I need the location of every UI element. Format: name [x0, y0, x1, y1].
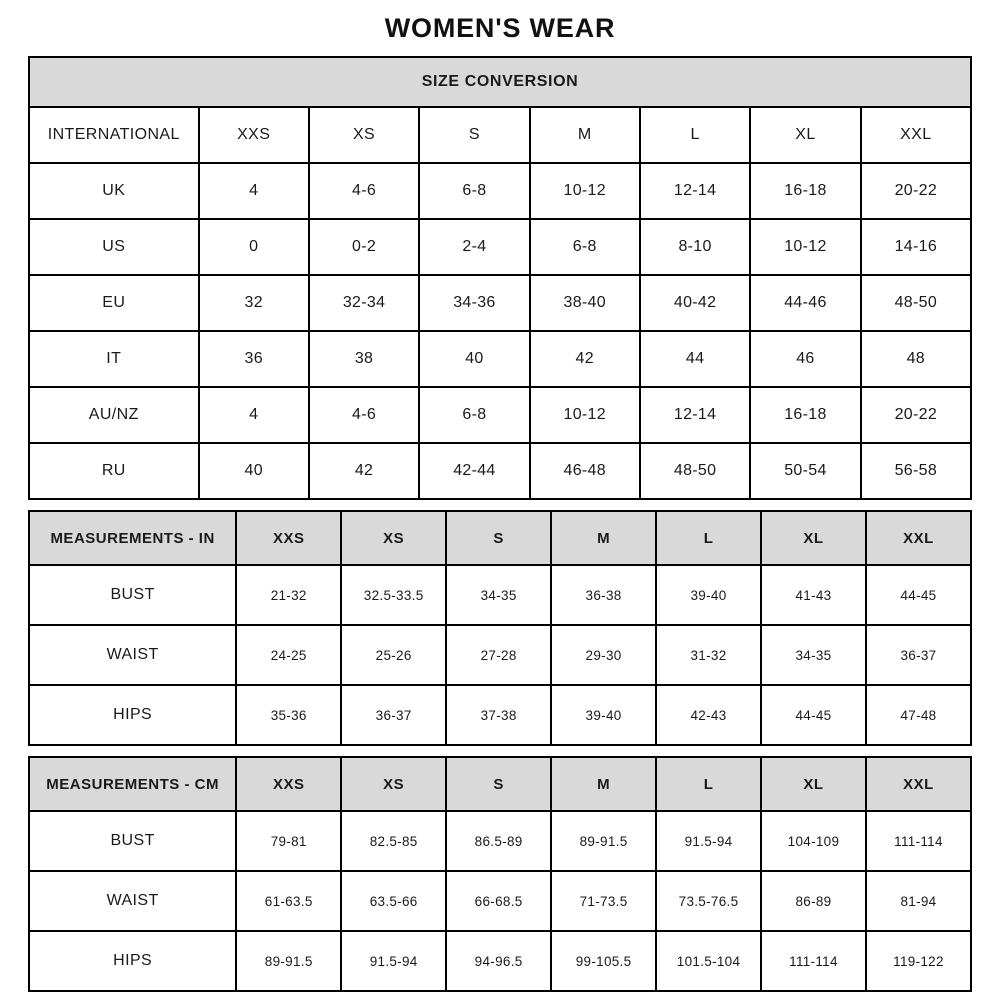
- value-cell: 46-48: [530, 443, 640, 499]
- header-row: [29, 757, 971, 811]
- page-title: WOMEN'S WEAR: [384, 13, 616, 43]
- banner-row: [29, 57, 971, 107]
- size-column-header: XXS: [236, 757, 341, 811]
- size-column-header: S: [419, 107, 529, 163]
- value-cell: 42: [530, 331, 640, 387]
- header-row: [29, 107, 971, 163]
- value-cell: 24-25: [236, 625, 341, 685]
- table-row: [29, 219, 971, 275]
- value-cell: 94-96.5: [446, 931, 551, 991]
- value-cell: 6-8: [530, 219, 640, 275]
- value-cell: 0: [199, 219, 309, 275]
- row-label-header: MEASUREMENTS - CM: [29, 757, 236, 811]
- table-row: [29, 931, 971, 991]
- size-column-header: L: [640, 107, 750, 163]
- value-cell: 37-38: [446, 685, 551, 745]
- value-cell: 73.5-76.5: [656, 871, 761, 931]
- row-label: HIPS: [29, 931, 236, 991]
- size-column-header: XS: [309, 107, 419, 163]
- value-cell: 82.5-85: [341, 811, 446, 871]
- value-cell: 63.5-66: [341, 871, 446, 931]
- value-cell: 46: [750, 331, 860, 387]
- value-cell: 14-16: [861, 219, 971, 275]
- header-row: [29, 511, 971, 565]
- size-column-header: S: [446, 511, 551, 565]
- value-cell: 44-46: [750, 275, 860, 331]
- row-label: AU/NZ: [29, 387, 199, 443]
- value-cell: 8-10: [640, 219, 750, 275]
- value-cell: 42-44: [419, 443, 529, 499]
- value-cell: 34-35: [446, 565, 551, 625]
- value-cell: 10-12: [530, 387, 640, 443]
- value-cell: 91.5-94: [341, 931, 446, 991]
- row-label: RU: [29, 443, 199, 499]
- size-column-header: XL: [761, 757, 866, 811]
- value-cell: 16-18: [750, 163, 860, 219]
- value-cell: 35-36: [236, 685, 341, 745]
- size-conversion-table: [28, 56, 972, 500]
- value-cell: 32.5-33.5: [341, 565, 446, 625]
- size-column-header: XL: [750, 107, 860, 163]
- size-column-header: L: [656, 511, 761, 565]
- value-cell: 34-36: [419, 275, 529, 331]
- value-cell: 81-94: [866, 871, 971, 931]
- value-cell: 4: [199, 387, 309, 443]
- value-cell: 111-114: [761, 931, 866, 991]
- value-cell: 29-30: [551, 625, 656, 685]
- value-cell: 10-12: [750, 219, 860, 275]
- size-column-header: XS: [341, 757, 446, 811]
- value-cell: 86-89: [761, 871, 866, 931]
- value-cell: 89-91.5: [551, 811, 656, 871]
- table-row: [29, 331, 971, 387]
- row-label: BUST: [29, 811, 236, 871]
- value-cell: 20-22: [861, 163, 971, 219]
- size-column-header: XXL: [866, 757, 971, 811]
- value-cell: 12-14: [640, 163, 750, 219]
- value-cell: 20-22: [861, 387, 971, 443]
- size-column-header: XXL: [861, 107, 971, 163]
- value-cell: 0-2: [309, 219, 419, 275]
- value-cell: 119-122: [866, 931, 971, 991]
- value-cell: 40: [199, 443, 309, 499]
- value-cell: 12-14: [640, 387, 750, 443]
- value-cell: 56-58: [861, 443, 971, 499]
- value-cell: 10-12: [530, 163, 640, 219]
- size-column-header: XXS: [236, 511, 341, 565]
- table-row: [29, 163, 971, 219]
- table-row: [29, 443, 971, 499]
- value-cell: 36: [199, 331, 309, 387]
- value-cell: 48: [861, 331, 971, 387]
- row-label: WAIST: [29, 625, 236, 685]
- value-cell: 4-6: [309, 387, 419, 443]
- size-column-header: XS: [341, 511, 446, 565]
- value-cell: 36-37: [866, 625, 971, 685]
- value-cell: 44-45: [761, 685, 866, 745]
- row-label: HIPS: [29, 685, 236, 745]
- row-label: US: [29, 219, 199, 275]
- value-cell: 38-40: [530, 275, 640, 331]
- value-cell: 38: [309, 331, 419, 387]
- row-label-header: MEASUREMENTS - IN: [29, 511, 236, 565]
- table-row: [29, 275, 971, 331]
- size-column-header: M: [530, 107, 640, 163]
- value-cell: 34-35: [761, 625, 866, 685]
- value-cell: 16-18: [750, 387, 860, 443]
- row-label: WAIST: [29, 871, 236, 931]
- table-row: [29, 565, 971, 625]
- value-cell: 32: [199, 275, 309, 331]
- value-cell: 40-42: [640, 275, 750, 331]
- value-cell: 40: [419, 331, 529, 387]
- value-cell: 31-32: [656, 625, 761, 685]
- value-cell: 86.5-89: [446, 811, 551, 871]
- value-cell: 50-54: [750, 443, 860, 499]
- table-row: [29, 625, 971, 685]
- table-banner: SIZE CONVERSION: [29, 57, 971, 107]
- value-cell: 4: [199, 163, 309, 219]
- value-cell: 4-6: [309, 163, 419, 219]
- row-label: EU: [29, 275, 199, 331]
- size-column-header: XXL: [866, 511, 971, 565]
- value-cell: 104-109: [761, 811, 866, 871]
- table-row: [29, 387, 971, 443]
- value-cell: 89-91.5: [236, 931, 341, 991]
- value-cell: 48-50: [640, 443, 750, 499]
- table-row: [29, 811, 971, 871]
- value-cell: 6-8: [419, 387, 529, 443]
- row-label-header: INTERNATIONAL: [29, 107, 199, 163]
- value-cell: 66-68.5: [446, 871, 551, 931]
- value-cell: 47-48: [866, 685, 971, 745]
- value-cell: 41-43: [761, 565, 866, 625]
- measurements-cm-table: [28, 756, 972, 992]
- value-cell: 44-45: [866, 565, 971, 625]
- size-column-header: L: [656, 757, 761, 811]
- value-cell: 79-81: [236, 811, 341, 871]
- size-column-header: M: [551, 757, 656, 811]
- value-cell: 2-4: [419, 219, 529, 275]
- value-cell: 71-73.5: [551, 871, 656, 931]
- size-column-header: XL: [761, 511, 866, 565]
- tables-container: [28, 56, 972, 992]
- value-cell: 99-105.5: [551, 931, 656, 991]
- value-cell: 36-37: [341, 685, 446, 745]
- value-cell: 101.5-104: [656, 931, 761, 991]
- value-cell: 111-114: [866, 811, 971, 871]
- size-column-header: S: [446, 757, 551, 811]
- value-cell: 39-40: [656, 565, 761, 625]
- table-row: [29, 871, 971, 931]
- measurements-in-table: [28, 510, 972, 746]
- value-cell: 21-32: [236, 565, 341, 625]
- row-label: UK: [29, 163, 199, 219]
- row-label: BUST: [29, 565, 236, 625]
- value-cell: 39-40: [551, 685, 656, 745]
- value-cell: 32-34: [309, 275, 419, 331]
- value-cell: 44: [640, 331, 750, 387]
- value-cell: 91.5-94: [656, 811, 761, 871]
- row-label: IT: [29, 331, 199, 387]
- value-cell: 42-43: [656, 685, 761, 745]
- size-column-header: XXS: [199, 107, 309, 163]
- table-row: [29, 685, 971, 745]
- value-cell: 42: [309, 443, 419, 499]
- size-column-header: M: [551, 511, 656, 565]
- value-cell: 48-50: [861, 275, 971, 331]
- value-cell: 27-28: [446, 625, 551, 685]
- value-cell: 61-63.5: [236, 871, 341, 931]
- value-cell: 6-8: [419, 163, 529, 219]
- value-cell: 36-38: [551, 565, 656, 625]
- value-cell: 25-26: [341, 625, 446, 685]
